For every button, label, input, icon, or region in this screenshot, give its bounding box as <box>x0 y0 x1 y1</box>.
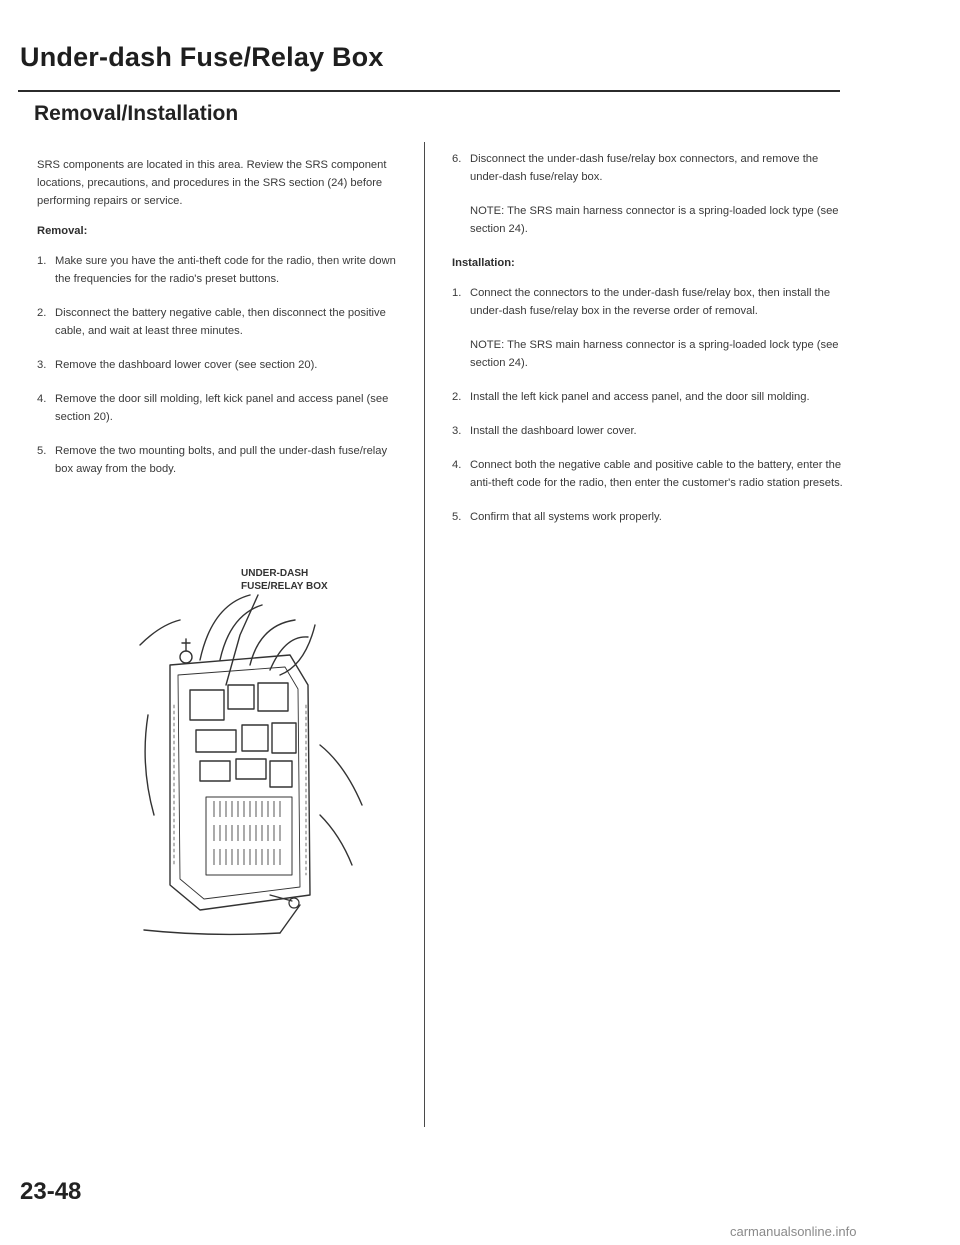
step-text: Disconnect the battery negative cable, then disconnect the positive cable, and wait at least three minutes. <box>55 307 386 337</box>
mounting-bolt <box>180 651 192 663</box>
fuse-relay-box-figure <box>130 565 390 945</box>
step-text: Connect the connectors to the under-dash fuse/relay box, then install the under-dash fuse/relay box in the reverse order of removal. <box>470 287 831 317</box>
step-text: Remove the dashboard lower cover (see section 20). <box>55 359 318 371</box>
box-housing <box>170 655 310 910</box>
installation-steps-continued <box>452 388 852 526</box>
removal-step <box>37 356 405 374</box>
figure-label-line2: FUSE/RELAY BOX <box>241 581 328 592</box>
installation-step <box>452 508 852 526</box>
installation-note: NOTE: The SRS main harness connector is a spring-loaded lock type (see section 24). <box>470 339 839 369</box>
connector <box>258 683 288 711</box>
removal-step <box>37 252 405 288</box>
floor-contour <box>144 930 280 934</box>
fuse-relay-box-illustration <box>130 565 390 945</box>
relay <box>228 685 254 709</box>
step-number: 2. <box>452 391 462 403</box>
srs-intro-text: SRS components are located in this area. Review the SRS component locations, precautions, and procedures in the SRS section (24) before performing repairs or service. <box>37 159 387 207</box>
removal-step <box>37 304 405 340</box>
step-number: 6. <box>452 153 462 165</box>
mounting-bolt <box>289 898 299 908</box>
relay <box>236 759 266 779</box>
left-column <box>37 156 405 494</box>
installation-steps <box>452 284 852 320</box>
installation-step <box>452 422 852 440</box>
relay <box>242 725 268 751</box>
removal-step <box>37 390 405 426</box>
installation-step <box>452 388 852 406</box>
step-number: 2. <box>37 307 47 319</box>
section-title: Removal/Installation <box>34 102 239 125</box>
fuse-block <box>206 797 292 875</box>
installation-step <box>452 284 852 320</box>
wire-harness <box>270 637 308 670</box>
mounting-bolt-shaft <box>182 639 190 651</box>
removal-step <box>452 150 852 186</box>
title-rule <box>18 90 840 92</box>
step-number: 1. <box>37 255 47 267</box>
wire-harness <box>200 595 250 660</box>
box-inner-edge <box>178 667 300 899</box>
step-text: Remove the door sill molding, left kick panel and access panel (see section 20). <box>55 393 389 423</box>
step-text: Confirm that all systems work properly. <box>470 511 662 523</box>
step-number: 5. <box>37 445 47 457</box>
removal-note: NOTE: The SRS main harness connector is a spring-loaded lock type (see section 24). <box>470 205 839 235</box>
step-text: Make sure you have the anti-theft code for the radio, then write down the frequencies for the radio's preset buttons. <box>55 255 396 285</box>
step-number: 3. <box>452 425 462 437</box>
page-title: Under-dash Fuse/Relay Box <box>20 42 384 72</box>
body-contour <box>320 815 352 865</box>
relay <box>200 761 230 781</box>
step-number: 5. <box>452 511 462 523</box>
figure-label <box>241 567 328 593</box>
step-number: 4. <box>37 393 47 405</box>
watermark: carmanualsonline.info <box>730 1224 857 1239</box>
body-contour <box>320 745 362 805</box>
page-number: 23-48 <box>20 1178 82 1205</box>
connector <box>270 761 292 787</box>
relay <box>190 690 224 720</box>
connector <box>272 723 296 753</box>
step-text: Disconnect the under-dash fuse/relay box connectors, and remove the under-dash fuse/relay box. <box>470 153 819 183</box>
fuse-array <box>214 801 280 865</box>
floor-contour <box>280 905 300 933</box>
installation-step <box>452 456 852 492</box>
removal-step <box>37 442 405 478</box>
connector <box>196 730 236 752</box>
removal-heading: Removal: <box>37 225 88 237</box>
step-text: Install the dashboard lower cover. <box>470 425 637 437</box>
removal-steps <box>37 252 405 478</box>
installation-heading: Installation: <box>452 257 515 269</box>
body-contour <box>145 715 154 815</box>
step-text: Remove the two mounting bolts, and pull the under-dash fuse/relay box away from the body. <box>55 445 388 475</box>
right-column <box>452 150 852 542</box>
removal-steps-continued <box>452 150 852 186</box>
body-contour <box>140 620 180 645</box>
step-number: 1. <box>452 287 462 299</box>
column-divider <box>424 142 425 1127</box>
step-number: 4. <box>452 459 462 471</box>
figure-label-line1: UNDER-DASH <box>241 568 309 579</box>
step-number: 3. <box>37 359 47 371</box>
step-text: Install the left kick panel and access panel, and the door sill molding. <box>470 391 810 403</box>
step-text: Connect both the negative cable and positive cable to the battery, enter the anti-theft code for the radio, then enter the customer's radio station presets. <box>470 459 843 489</box>
